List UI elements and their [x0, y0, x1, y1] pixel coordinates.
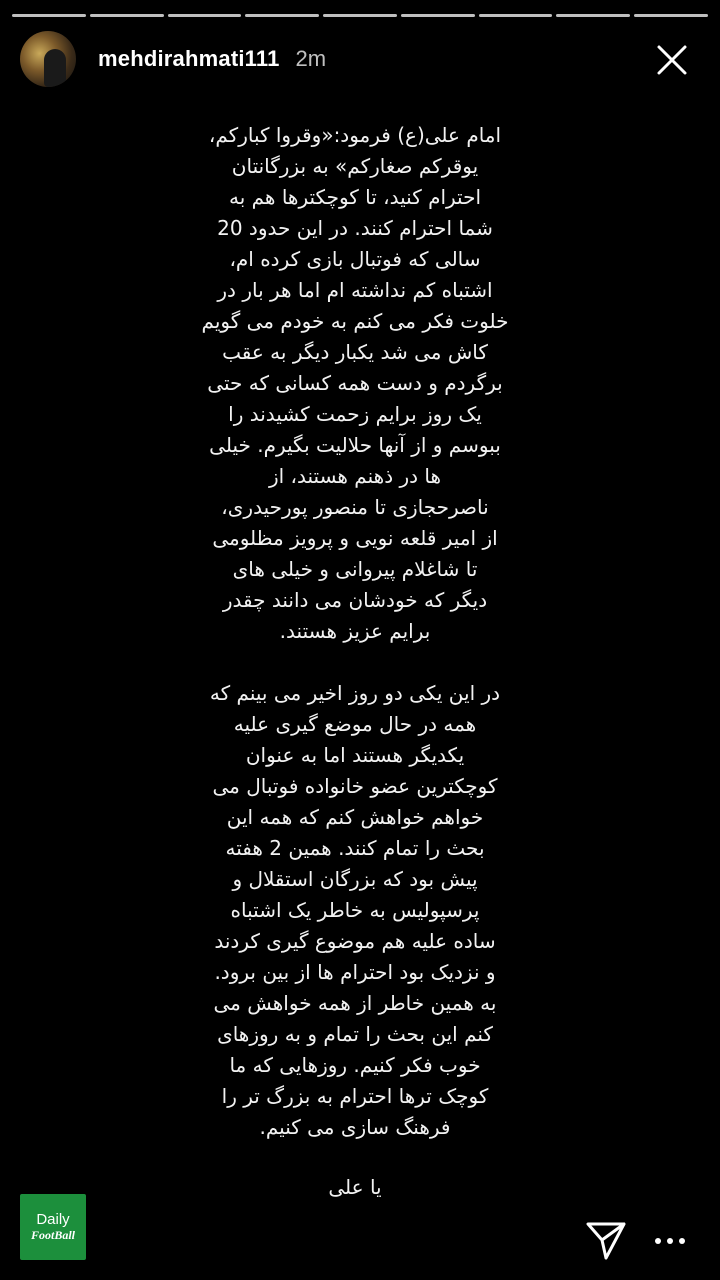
post-time: 2m — [295, 46, 327, 71]
progress-segment — [401, 14, 475, 17]
send-icon — [584, 1218, 628, 1262]
logo-line-2: FootBall — [30, 1228, 75, 1242]
more-options-button[interactable] — [650, 1226, 690, 1256]
avatar[interactable] — [20, 31, 76, 87]
daily-football-logo — [20, 1194, 86, 1260]
more-options-icon — [654, 1236, 686, 1246]
username[interactable]: mehdirahmati111 — [98, 46, 280, 71]
logo-line-1: Daily — [36, 1211, 70, 1228]
close-icon — [656, 44, 688, 76]
progress-segment — [12, 14, 86, 17]
progress-segment — [556, 14, 630, 17]
progress-segment — [245, 14, 319, 17]
progress-segment — [634, 14, 708, 17]
story-header — [20, 30, 700, 88]
story-progress-bar — [12, 14, 708, 17]
progress-segment — [168, 14, 242, 17]
progress-segment — [90, 14, 164, 17]
story-text — [196, 120, 514, 1203]
close-button[interactable] — [652, 40, 692, 80]
story-paragraph-2: در این یکی دو روز اخیر می بینم که همه در حال موضع گیری علیه یکدیگر هستند اما به عنوان کوچکترین عضو خانواده فوتبال می خواهم خواهش کنم که همه این بحث را تمام کنند. همین 2 هفته پیش بود که بزرگان استقلال و پرسپولیس به خاطر یک اشتباه ساده علیه هم موضوع گیری کردند و نزدیک بود احترام ها از بین برود. به همین خاطر از همه خواهش می کنم این بحث را تمام و به روزهای خوب فکر کنیم. روزهایی که ما کوچک ترها احترام به بزرگ تر را فرهنگ سازی می کنیم. — [209, 681, 501, 1139]
progress-segment — [323, 14, 397, 17]
send-button[interactable] — [584, 1218, 628, 1262]
story-signature: یا علی — [328, 1175, 382, 1199]
progress-segment — [479, 14, 553, 17]
story-paragraph-1: امام علی(ع) فرمود:«وقروا کبارکم، یوقرکم صغارکم» به بزرگانتان احترام کنید، تا کوچکترها هم به شما احترام کنند. در این حدود 20 سالی که فوتبال بازی کرده ام، اشتباه کم نداشته ام اما هر بار در خلوت فکر می کنم به خودم می گویم کاش می شد یکبار دیگر به عقب برگردم و دست همه کسانی که حتی یک روز برایم زحمت کشیدند را ببوسم و از آنها حلالیت بگیرم. خیلی ها در ذهنم هستند، از ناصرحجازی تا منصور پورحیدری، از امیر قلعه نویی و پرویز مظلومی تا شاغلام پیروانی و خیلی های دیگر که خودشان می دانند چقدر برایم عزیز هستند. — [201, 123, 509, 643]
